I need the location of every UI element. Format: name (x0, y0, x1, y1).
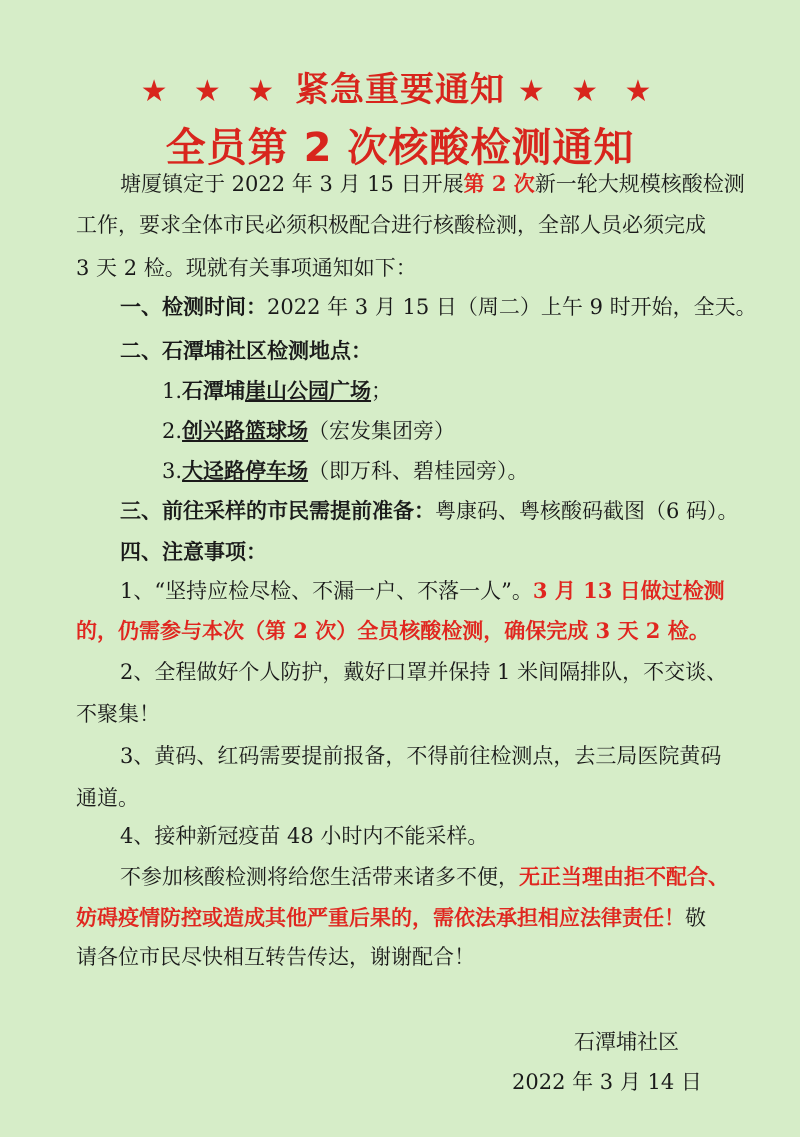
signature-org: 石潭埔社区 (574, 1030, 679, 1054)
intro-text-a: 塘厦镇定于 2022 年 3 月 15 日开展 (120, 172, 464, 196)
signature-date: 2022 年 3 月 14 日 (512, 1070, 702, 1094)
closing-text-b: 敬 (685, 906, 706, 930)
stars-right: ★ ★ ★ (517, 74, 660, 109)
note-3-line-1: 3、黄码、红码需要提前报备，不得前往检测点，去三局医院黄码 (120, 744, 722, 768)
section-sites-label: 二、石潭埔社区检测地点： (120, 338, 372, 363)
closing-line-3: 请各位市民尽快相互转告传达，谢谢配合！ (76, 945, 475, 969)
note-1-line-2: 的，仍需参与本次（第 2 次）全员核酸检测，确保完成 3 天 2 检。 (76, 618, 710, 643)
closing-highlight: 无正当理由拒不配合、 (519, 864, 729, 889)
site-item (162, 380, 392, 402)
note-2-line-2: 不聚集！ (76, 702, 160, 726)
intro-line-1 (120, 173, 745, 195)
site-item (162, 460, 529, 482)
section-time-label: 一、检测时间： (120, 294, 267, 319)
section-prepare-text: 粤康码、粤核酸码截图（6 码）。 (435, 499, 739, 523)
intro-highlight: 第 2 次 (463, 171, 535, 196)
note-1-text: 1、“坚持应检尽检、不漏一户、不落一人”。 (120, 579, 533, 603)
site-name: 崖山公园广场 (245, 378, 372, 403)
stars-left: ★ ★ ★ (140, 74, 283, 109)
section-prepare-label: 三、前往采样的市民需提前准备： (120, 498, 435, 523)
closing-line-2 (76, 907, 706, 929)
site-note: （即万科、碧桂园旁）。 (308, 459, 529, 483)
section-prepare (120, 500, 739, 522)
section-time (120, 296, 757, 318)
site-num: 2. (162, 419, 183, 443)
site-item (162, 420, 455, 442)
site-name: 创兴路篮球场 (182, 418, 309, 443)
site-prefix: 石潭埔 (182, 378, 246, 403)
note-1-line-1 (120, 580, 725, 602)
note-4: 4、接种新冠疫苗 48 小时内不能采样。 (120, 824, 489, 848)
notice-subtitle: 全员第 2 次核酸检测通知 (165, 125, 635, 171)
closing-warning: 妨碍疫情防控或造成其他严重后果的，需依法承担相应法律责任！ (76, 905, 685, 930)
site-num: 1. (162, 379, 183, 403)
notice-title (0, 62, 800, 111)
note-2-line-1: 2、全程做好个人防护，戴好口罩并保持 1 米间隔排队，不交谈、 (120, 660, 728, 684)
section-notes-label: 四、注意事项： (120, 539, 267, 564)
closing-text: 不参加核酸检测将给您生活带来诸多不便， (120, 865, 519, 889)
intro-text-b: 新一轮大规模核酸检测 (534, 172, 745, 196)
note-1-highlight: 3 月 13 日做过检测 (532, 578, 725, 603)
site-num: 3. (162, 459, 183, 483)
site-note: ； (371, 379, 393, 403)
site-name: 大迳路停车场 (182, 458, 309, 483)
intro-line-2: 工作，要求全体市民必须积极配合进行核酸检测，全部人员必须完成 (76, 213, 706, 237)
site-note: （宏发集团旁） (308, 419, 456, 443)
note-3-line-2: 通道。 (76, 786, 139, 810)
section-time-text: 2022 年 3 月 15 日（周二）上午 9 时开始，全天。 (267, 295, 757, 319)
closing-line-1 (120, 866, 729, 888)
intro-line-3: 3 天 2 检。现就有关事项通知如下： (76, 256, 417, 280)
title-text: 紧急重要通知 (295, 70, 505, 110)
